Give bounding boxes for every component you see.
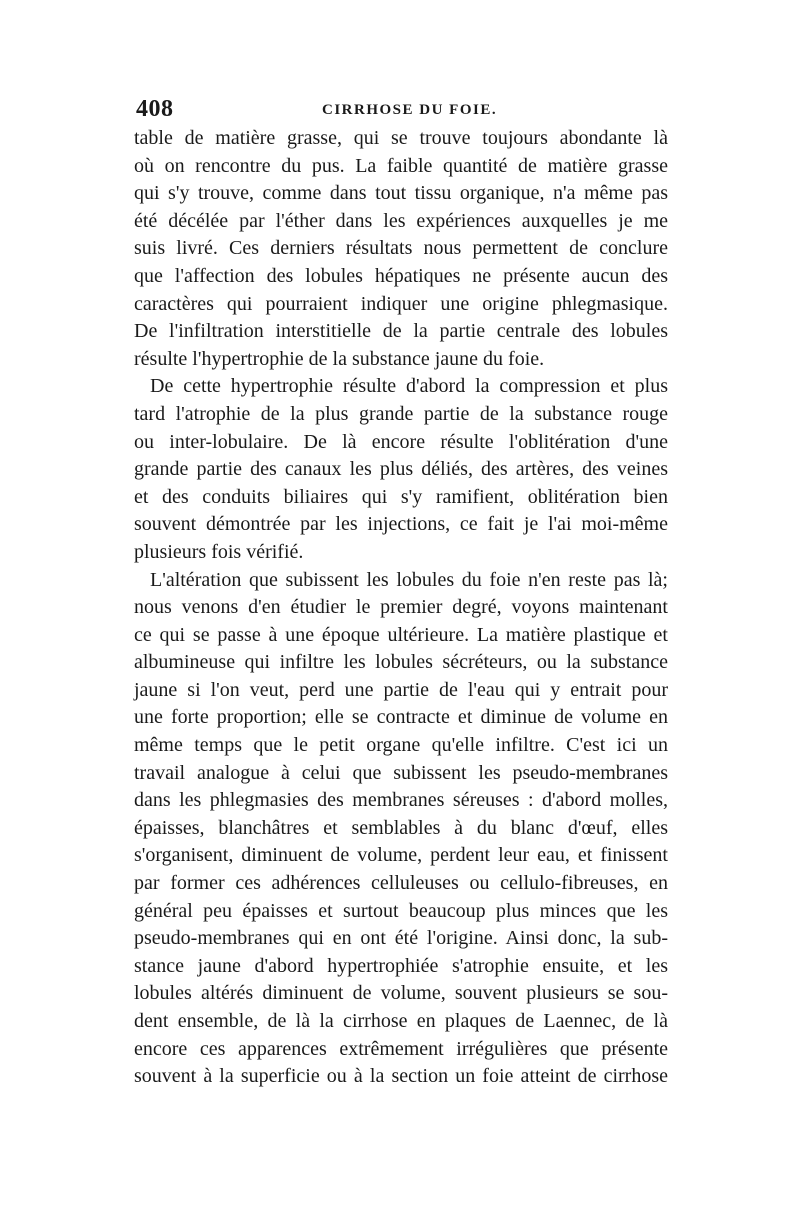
text-line: épaisses, blanchâtres et semblables à du blanc d'œuf, elles: [134, 816, 668, 839]
text-line: dent ensemble, de là la cirrhose en plaques de Laennec, de là: [134, 1010, 668, 1032]
text-line: dans les phlegmasies des membranes séreuses : d'abord molles,: [134, 789, 668, 812]
text-line: suis livré. Ces derniers résultats nous permettent de conclure: [134, 237, 668, 260]
text-line: par former ces adhérences celluleuses ou cellulo-fibreuses, en: [134, 872, 668, 895]
paragraph-start-line: De cette hypertrophie résulte d'abord la compression et plus: [150, 375, 668, 398]
text-line: ce qui se passe à une époque ultérieure. La matière plastique et: [134, 623, 668, 646]
text-line: lobules altérés diminuent de volume, souvent plusieurs se sou-: [134, 982, 668, 1005]
page-number: 408: [136, 96, 174, 122]
text-line: stance jaune d'abord hypertrophiée s'atrophie ensuite, et les: [134, 954, 668, 977]
text-line: nous venons d'en étudier le premier degré, voyons maintenant: [134, 596, 668, 619]
text-line: souvent démontrée par les injections, ce fait je l'ai moi-même: [134, 513, 668, 536]
text-line: albumineuse qui infiltre les lobules sécréteurs, ou la substance: [134, 651, 668, 674]
text-line: encore ces apparences extrêmement irrégulières que présente: [134, 1037, 668, 1060]
text-line: été décélée par l'éther dans les expériences auxquelles je me: [134, 209, 668, 232]
text-line: général peu épaisses et surtout beaucoup plus minces que les: [134, 899, 668, 922]
text-line: qui s'y trouve, comme dans tout tissu organique, n'a même pas: [134, 182, 668, 205]
text-line: jaune si l'on veut, perd une partie de l'eau qui y entrait pour: [134, 678, 668, 701]
text-line: même temps que le petit organe qu'elle infiltre. C'est ici un: [134, 734, 668, 757]
body-text: [134, 125, 668, 1091]
text-line: travail analogue à celui que subissent les pseudo-membranes: [134, 761, 668, 784]
text-line: plusieurs fois vérifié.: [134, 540, 304, 563]
text-line: que l'affection des lobules hépatiques ne présente aucun des: [134, 264, 668, 287]
text-line: ou inter-lobulaire. De là encore résulte l'oblitération d'une: [134, 430, 668, 453]
text-line: et des conduits biliaires qui s'y ramifient, oblitération bien: [134, 485, 668, 508]
running-title: CIRRHOSE DU FOIE.: [322, 102, 498, 118]
text-line: De l'infiltration interstitielle de la partie centrale des lobules: [134, 320, 668, 343]
page-header: [136, 96, 666, 122]
text-line: caractères qui pourraient indiquer une origine phlegmasique.: [134, 292, 668, 315]
text-line: grande partie des canaux les plus déliés, des artères, des veines: [134, 458, 668, 481]
text-line: tard l'atrophie de la plus grande partie de la substance rouge: [134, 402, 668, 425]
text-line: résulte l'hypertrophie de la substance jaune du foie.: [134, 347, 545, 370]
text-line: une forte proportion; elle se contracte et diminue de volume en: [134, 706, 668, 729]
paragraph-start-line: L'altération que subissent les lobules du foie n'en reste pas là;: [150, 568, 668, 591]
text-line: souvent à la superficie ou à la section un foie atteint de cirrhose: [134, 1065, 668, 1088]
text-line: où on rencontre du pus. La faible quantité de matière grasse: [134, 154, 668, 177]
text-line: table de matière grasse, qui se trouve toujours abondante là: [134, 127, 668, 149]
text-line: s'organisent, diminuent de volume, perdent leur eau, et finissent: [134, 844, 668, 867]
text-line: pseudo-membranes qui en ont été l'origine. Ainsi donc, la sub-: [134, 927, 668, 950]
